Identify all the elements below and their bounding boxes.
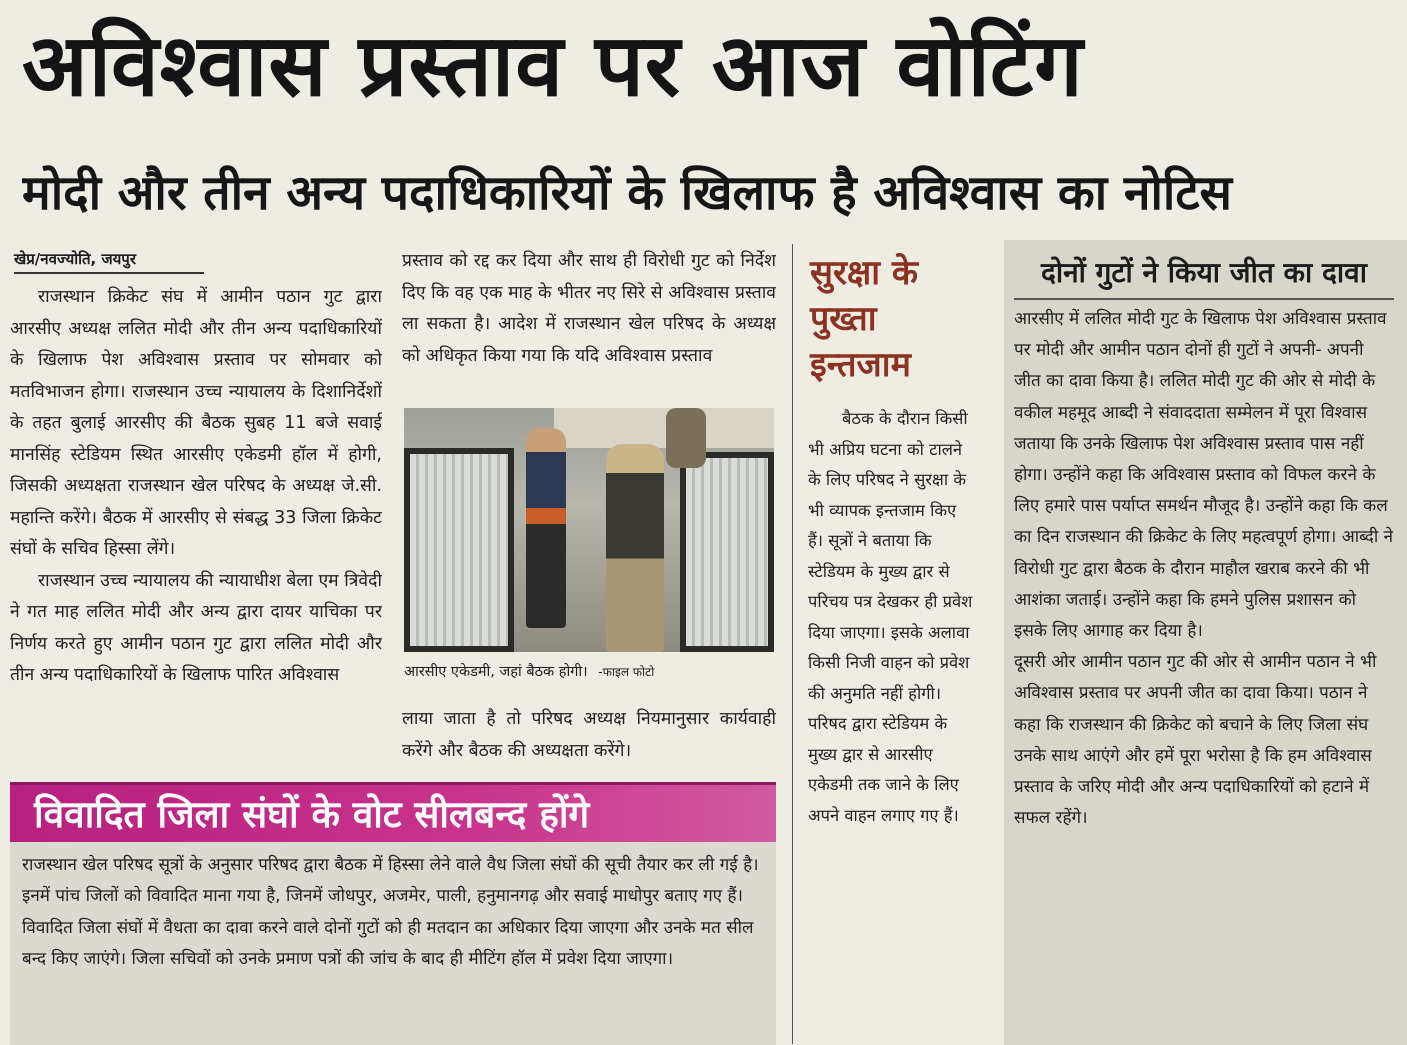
security-story-paragraph: बैठक के दौरान किसी भी अप्रिय घटना को टालने के लिए परिषद ने सुरक्षा के भी व्यापक इन्तजाम किए हैं। सूत्रों ने बताया कि स्टेडियम के मुख्य द्वार से परिचय पत्र देखकर ही प्रवेश दिया जाएगा। इसके अलावा किसी निजी वाहन को प्रवेश की अनुमति नहीं होगी। परिषद द्वारा स्टेडियम के मुख्य द्वार से आरसीए एकेडमी तक जाने के लिए अपने वाहन लगाए गए हैं। — [808, 409, 973, 825]
photo-caption — [404, 656, 776, 690]
subheadline: मोदी और तीन अन्य पदाधिकारियों के खिलाफ है अविश्वास का नोटिस — [22, 165, 1233, 221]
main-story-paragraph: राजस्थान क्रिकेट संघ में आमीन पठान गुट द्वारा आरसीए अध्यक्ष ललित मोदी और तीन अन्य पदाधिकारियों के खिलाफ पेश अविश्वास प्रस्ताव पर सोमवार को मतविभाजन होगा। राजस्थान उच्च न्यायालय के दिशानिर्देशों के तहत बुलाई आरसीए की बैठक सुबह 11 बजे सवाई मानसिंह स्टेडियम स्थित आरसीए एकेडमी हॉल में होगी, जिसकी अध्यक्षता राजस्थान खेल परिषद के अध्यक्ष जे.सी. महान्ति करेंगे। बैठक में आरसीए से संबद्ध 33 जिला क्रिकेट संघों के सचिव हिस्सा लेंगे। — [10, 287, 382, 559]
main-story-paragraph: राजस्थान उच्च न्यायालय की न्यायाधीश बेला एम त्रिवेदी ने गत माह ललित मोदी और अन्य द्वारा दायर याचिका पर निर्णय करते हुए आमीन पठान गुट द्वारा ललित मोदी और तीन अन्य पदाधिकारियों के खिलाफ पारित अविश्वास — [10, 570, 382, 685]
photo-policeman — [606, 444, 664, 652]
photo-person — [666, 408, 706, 468]
bottom-story-banner: विवादित जिला संघों के वोट सीलबन्द होंगे — [10, 782, 776, 842]
photo-gate-left — [404, 448, 514, 652]
bottom-story-body — [22, 850, 764, 1040]
sidebar-story-paragraph: दूसरी ओर आमीन पठान गुट की ओर से आमीन पठान ने भी अविश्वास प्रस्ताव पर अपनी जीत का दावा किया। पठान ने कहा कि राजस्थान की क्रिकेट को बचाने के लिए जिला संघ उनके साथ आएंगे और हमें पूरा भरोसा है कि हम अविश्वास प्रस्ताव के जरिए मोदी और अन्य पदाधिकारियों को हटाने में सफल रहेंगे। — [1014, 652, 1377, 829]
news-photo — [404, 408, 774, 652]
bottom-story-paragraph: राजस्थान खेल परिषद सूत्रों के अनुसार परिषद द्वारा बैठक में हिस्सा लेने वाले वैध जिला संघों की सूची तैयार कर ली गई है। इनमें पांच जिलों को विवादित माना गया है, जिनमें जोधपुर, अजमेर, पाली, हनुमानगढ़ और सवाई माधोपुर बताए गए हैं। विवादित जिला संघों में वैधता का दावा करने वाले दोनों गुटों को ही मतदान का अधिकार दिया जाएगा और उनके मत सील बन्द किए जाएंगे। जिला सचिवों को उनके प्रमाण पत्रों की जांच के बाद ही मीटिंग हॉल में प्रवेश दिया जाएगा। — [22, 855, 759, 970]
main-story-paragraph: प्रस्ताव को रद्द कर दिया और साथ ही विरोधी गुट को निर्देश दिए कि वह एक माह के भीतर नए सिरे से अविश्वास प्रस्ताव ला सकता है। आदेश में राजस्थान खेल परिषद के अध्यक्ष को अधिकृत किया गया कि यदि अविश्वास प्रस्ताव — [402, 251, 776, 366]
photo-person — [526, 428, 566, 628]
sidebar-story-paragraph: आरसीए में ललित मोदी गुट के खिलाफ पेश अविश्वास प्रस्ताव पर मोदी और आमीन पठान दोनों ही गुटों ने अपनी- अपनी जीत का दावा किया है। ललित मोदी गुट की ओर से मोदी के वकील महमूद आब्दी ने संवाददाता सम्मेलन में पूरा विश्वास जताया कि उनके खिलाफ पेश अविश्वास प्रस्ताव पास नहीं होगा। उन्होंने कहा कि अविश्वास प्रस्ताव को विफल करने के लिए हमारे पास पर्याप्त समर्थन मौजूद है। उन्होंने कहा कि कल का दिन राजस्थान की क्रिकेट के लिए महत्वपूर्ण होगा। आब्दी ने विरोधी गुट द्वारा बैठक के दौरान माहौल खराब करने की भी आशंका जताई। उन्होंने कहा कि हमने पुलिस प्रशासन को इसके लिए आगाह कर दिया है। — [1014, 309, 1394, 642]
caption-text: आरसीए एकेडमी, जहां बैठक होगी। — [404, 664, 588, 680]
column-divider — [792, 244, 793, 1044]
sidebar-story-body — [1014, 304, 1394, 1040]
caption-credit: -फाइल फोटो — [598, 665, 655, 679]
security-story-body — [808, 404, 974, 1045]
main-story-column-1 — [10, 282, 382, 762]
main-story-column-2-bottom — [402, 704, 776, 774]
main-story-column-2-top — [402, 246, 776, 406]
security-story-title: सुरक्षा के पुख्ता इन्तजाम — [810, 253, 919, 385]
byline: खेप्र/नवज्योति, जयपुर — [14, 248, 204, 274]
photo-wall — [554, 408, 774, 448]
photo-gate-right — [680, 452, 774, 652]
headline: अविश्वास प्रस्ताव पर आज वोटिंग — [22, 16, 1084, 116]
main-story-paragraph: लाया जाता है तो परिषद अध्यक्ष नियमानुसार कार्यवाही करेंगे और बैठक की अध्यक्षता करेंगे। — [402, 709, 776, 761]
sidebar-story-title: दोनों गुटों ने किया जीत का दावा — [1014, 248, 1394, 300]
